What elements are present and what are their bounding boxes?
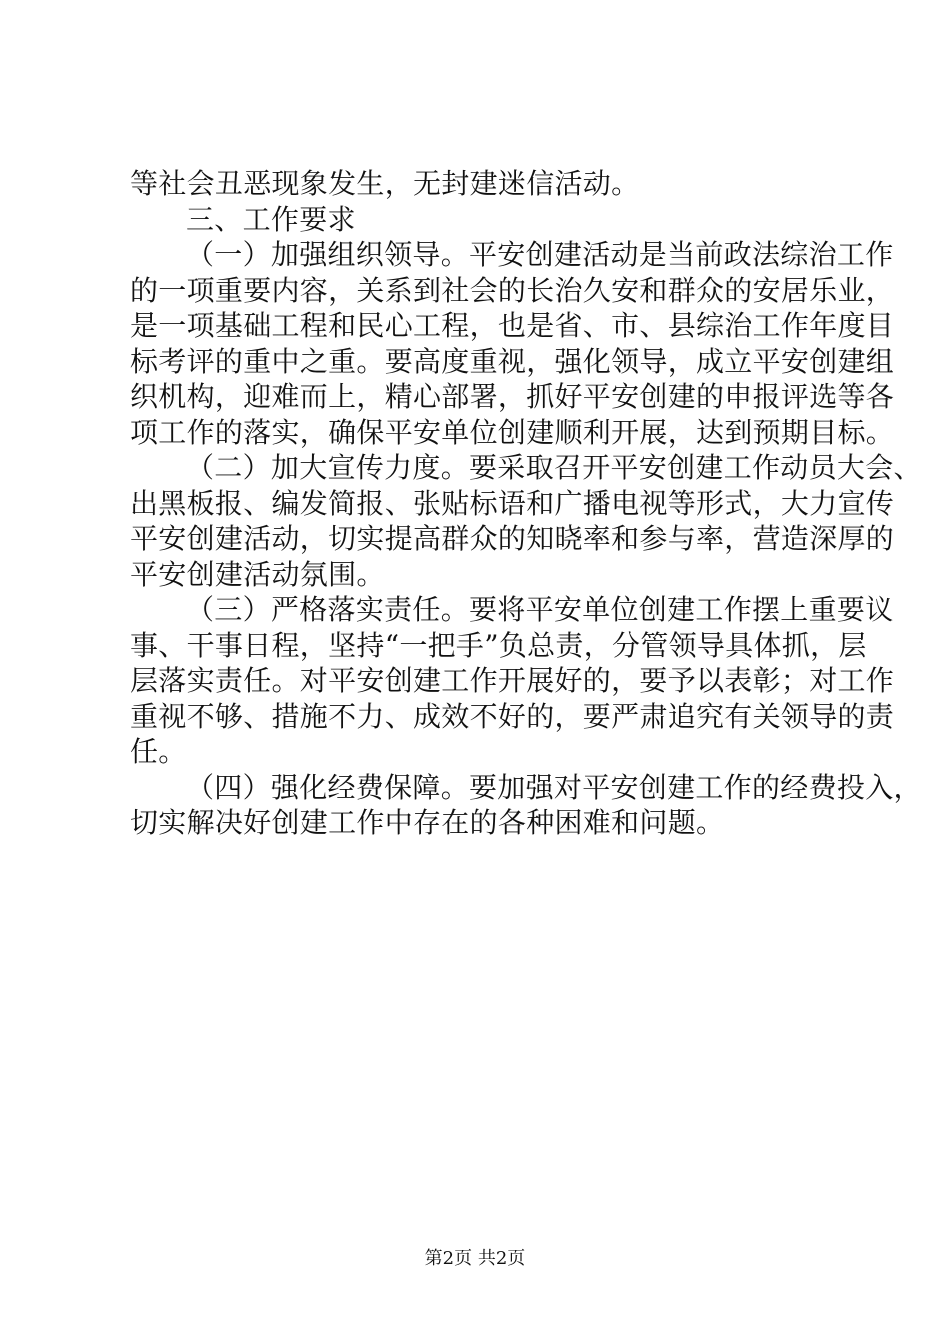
text-line: 层落实责任。对平安创建工作开展好的，要予以表彰；对工作 [130, 664, 895, 697]
text-line: （三）严格落实责任。要将平安单位创建工作摆上重要议 [186, 593, 894, 626]
text-line: 平安创建活动，切实提高群众的知晓率和参与率，营造深厚的 [130, 522, 895, 555]
text-line: 织机构，迎难而上，精心部署，抓好平安创建的申报评选等各 [130, 380, 895, 413]
section-heading: 三、工作要求 [186, 202, 356, 236]
page-number-footer: 第2页 共2页 [424, 1248, 526, 1269]
text-line: 出黑板报、编发简报、张贴标语和广播电视等形式，大力宣传 [130, 486, 895, 520]
text-line: 任。 [130, 735, 187, 768]
text-line: 的一项重要内容，关系到社会的长治久安和群众的安居乐业， [130, 273, 895, 307]
text-line: 项工作的落实，确保平安单位创建顺利开展，达到预期目标。 [130, 415, 895, 449]
text-line: 事、干事日程，坚持“一把手”负总责，分管领导具体抓，层 [130, 628, 867, 662]
text-line: 切实解决好创建工作中存在的各种困难和问题。 [130, 806, 725, 839]
text-line: （四）强化经费保障。要加强对平安创建工作的经费投入， [186, 770, 922, 804]
text-line: （一）加强组织领导。平安创建活动是当前政法综治工作 [186, 238, 894, 271]
document-body [130, 166, 922, 841]
text-line: 重视不够、措施不力、成效不好的，要严肃追究有关领导的责 [130, 699, 895, 733]
text-line: 平安创建活动氛围。 [130, 557, 385, 591]
text-line: 等社会丑恶现象发生，无封建迷信活动。 [130, 167, 640, 200]
text-line: （二）加大宣传力度。要采取召开平安创建工作动员大会、 [186, 451, 922, 484]
text-line: 是一项基础工程和民心工程，也是省、市、县综治工作年度目 [130, 309, 895, 342]
text-line: 标考评的重中之重。要高度重视，强化领导，成立平安创建组 [130, 344, 895, 378]
